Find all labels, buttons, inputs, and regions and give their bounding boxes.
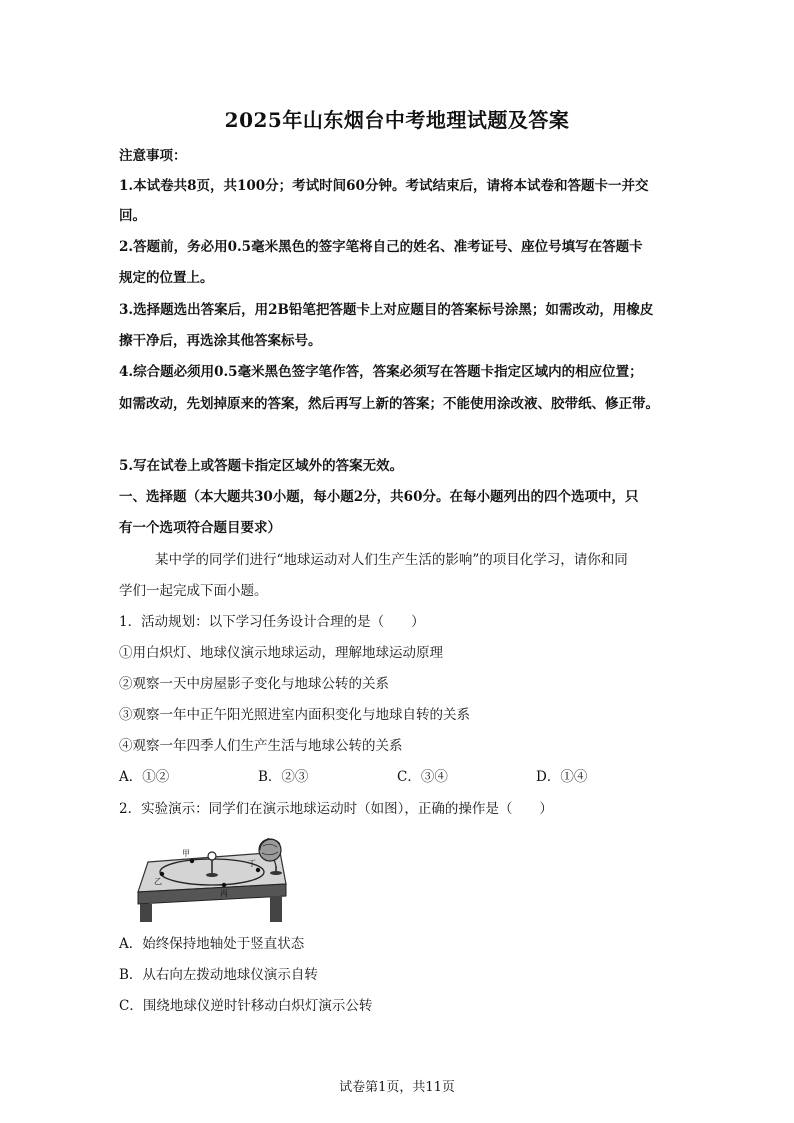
lamp-base <box>206 873 218 877</box>
question-2-stem: 2．实验演示：同学们在演示地球运动时（如图），正确的操作是（ ） <box>119 801 553 817</box>
question-1-stem: 1．活动规划：以下学习任务设计合理的是（ ） <box>119 614 425 630</box>
question-1-statement: ②观察一天中房屋影子变化与地球公转的关系 <box>119 676 389 692</box>
notice-line: 如需改动，先划掉原来的答案，然后再写上新的答案；不能使用涂改液、胶带纸、修正带。 <box>119 396 659 412</box>
question-1-statement: ①用白炽灯、地球仪演示地球运动，理解地球运动原理 <box>119 645 443 661</box>
label-bing: 丙 <box>220 889 228 898</box>
notice-line: 回。 <box>119 208 146 224</box>
table-leg <box>270 896 282 922</box>
section-heading: 有一个选项符合题目要求） <box>119 520 281 536</box>
globe-icon <box>259 839 281 861</box>
label-jia: 甲 <box>182 849 190 858</box>
page-title: 2025年山东烟台中考地理试题及答案 <box>224 108 570 132</box>
question-2-option-b: B．从右向左拨动地球仪演示自转 <box>119 967 318 983</box>
question-2-option-c: C．围绕地球仪逆时针移动白炽灯演示公转 <box>119 998 373 1014</box>
orbit-position-dot <box>190 859 194 863</box>
question-1-statement: ③观察一年中正午阳光照进室内面积变化与地球自转的关系 <box>119 707 470 723</box>
question-1-option-b: B．②③ <box>258 769 309 785</box>
intro-text: 学们一起完成下面小题。 <box>119 583 268 599</box>
notice-line: 1.本试卷共8页，共100分；考试时间60分钟。考试结束后，请将本试卷和答题卡一并交 <box>119 178 649 194</box>
notice-line: 3.选择题选出答案后，用2B铅笔把答题卡上对应题目的答案标号涂黑；如需改动，用橡皮 <box>119 302 654 318</box>
section-heading: 一、选择题（本大题共30小题，每小题2分，共60分。在每小题列出的四个选项中，只 <box>119 489 639 505</box>
orbit-position-dot <box>160 872 164 876</box>
label-ding: 丁 <box>248 859 256 868</box>
page-footer: 试卷第1页，共11页 <box>339 1080 455 1095</box>
orbit-position-dot <box>222 883 226 887</box>
notice-line: 5.写在试卷上或答题卡指定区域外的答案无效。 <box>119 458 404 474</box>
question-1-option-d: D．①④ <box>536 769 588 785</box>
notice-line: 4.综合题必须用0.5毫米黑色签字笔作答，答案必须写在答题卡指定区域内的相应位置； <box>119 364 643 380</box>
orbit-position-dot <box>256 868 260 872</box>
question-1-option-a: A．①② <box>119 769 170 785</box>
intro-text: 某中学的同学们进行“地球运动对人们生产生活的影响”的项目化学习，请你和同 <box>155 552 628 568</box>
question-1-statement: ④观察一年四季人们生产生活与地球公转的关系 <box>119 738 403 754</box>
notice-heading: 注意事项： <box>119 148 187 164</box>
globe-base <box>270 871 282 875</box>
table-leg <box>140 904 152 922</box>
earth-motion-figure <box>130 830 290 922</box>
question-1-option-c: C．③④ <box>397 769 448 785</box>
question-2-option-a: A．始终保持地轴处于竖直状态 <box>119 936 305 952</box>
notice-line: 规定的位置上。 <box>119 270 214 286</box>
label-yi: 乙 <box>154 877 162 886</box>
globe-lamp-table-illustration <box>130 830 290 922</box>
lamp-bulb-icon <box>208 852 216 860</box>
notice-line: 2.答题前，务必用0.5毫米黑色的签字笔将自己的姓名、准考证号、座位号填写在答题卡 <box>119 239 643 255</box>
notice-line: 擦干净后，再选涂其他答案标号。 <box>119 333 322 349</box>
